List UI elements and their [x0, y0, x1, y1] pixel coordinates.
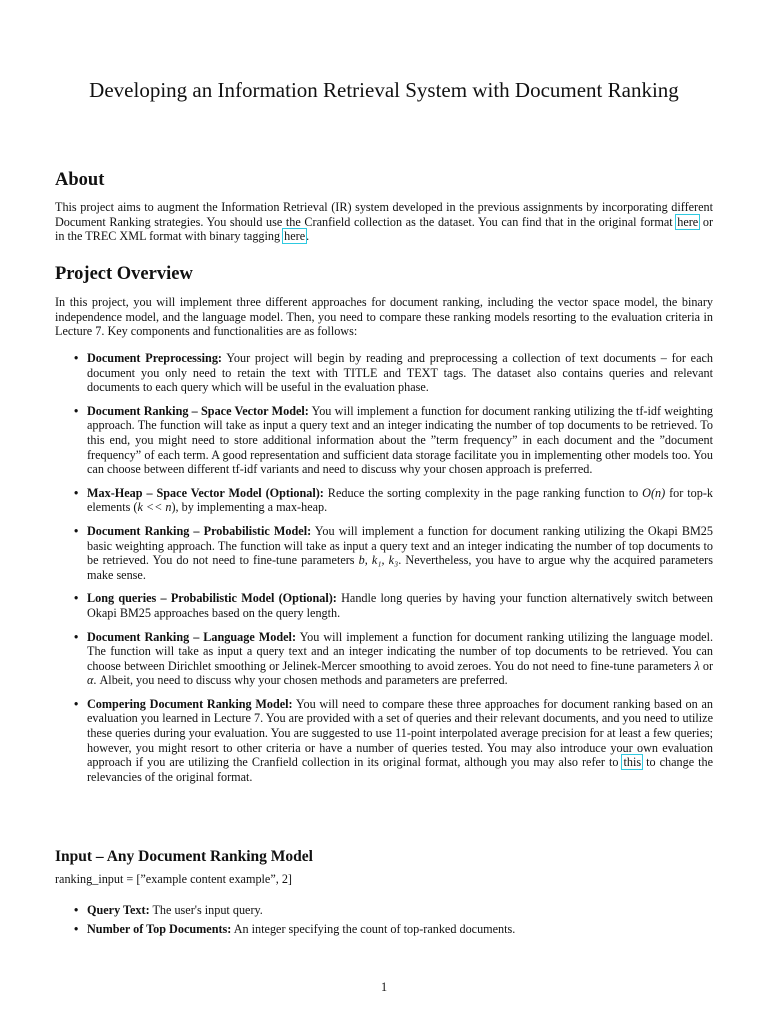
bullet: •: [74, 591, 79, 606]
math-expression: α: [87, 673, 94, 688]
list-item: [55, 922, 713, 937]
list-item: [55, 697, 713, 785]
item-label: Query Text:: [87, 903, 150, 917]
item-label: Compering Document Ranking Model:: [87, 696, 293, 711]
item-text: Reduce the sorting complexity in the page ranking function to: [323, 485, 643, 500]
input-list: [55, 903, 713, 936]
item-label: Document Ranking – Probabilistic Model:: [87, 523, 312, 538]
math-expression: λ: [694, 658, 700, 673]
trec-xml-link[interactable]: here: [284, 229, 306, 244]
list-item: [55, 351, 713, 395]
list-item: [55, 630, 713, 688]
bullet: •: [74, 523, 79, 538]
page-number: 1: [380, 980, 388, 994]
list-item: [55, 903, 713, 918]
item-text: You will implement a function for document ranking utilizing the language model. The function will take as input a query text and an integer indicating the number of top documents to be retrieved. You can choose between Dirichlet smoothing or Jelinek-Mercer smoothing to avoid zeroes. You do not need to fine-tune parameters: [87, 629, 714, 673]
list-item: [55, 404, 713, 477]
about-paragraph: [55, 200, 713, 244]
item-text: You will implement a function for document ranking utilizing the Okapi BM25 basic weighting approach. The function will take as input a query text and an integer indicating the number of top documents to be retrieved. You do not need to fine-tune parameters: [87, 523, 713, 568]
item-text: for top-k elements (: [87, 485, 713, 515]
item-text: to change the relevancies of the original format.: [87, 755, 713, 784]
bullet: •: [74, 351, 79, 365]
item-text: ), by implementing a max-heap.: [171, 500, 328, 515]
item-text: You will need to compare these three approaches for document ranking based on an evaluation you learned in Lecture 7. You are provided with a set of queries and their relevant documents, and you need to utilize these queries during your evaluation. You are suggested to use 11-point interpolated average precision for at least a few queries; however, you might resort to other criteria or have a number of queries tested. You may also introduce your own evaluation approach if you are utilizing the Cranfield collection in its original format, although you may also refer to: [87, 696, 713, 770]
about-heading: About: [55, 170, 105, 190]
original-format-link[interactable]: here: [677, 214, 699, 229]
list-item: [55, 486, 713, 515]
item-label: Max-Heap – Space Vector Model (Optional):: [87, 485, 324, 500]
about-text-2: or in the TREC XML format with binary tagging: [55, 214, 713, 244]
math-expression: b, k₁, k₃: [358, 553, 399, 568]
relevancies-link[interactable]: this: [623, 755, 642, 770]
item-label: Document Preprocessing:: [87, 351, 222, 365]
ranking-input-code: ranking_input = [”example content example”, 2]: [55, 872, 292, 886]
about-text-1: This project aims to augment the Information Retrieval (IR) system developed in the previous assignments by incorporating different Document Ranking strategies. You should use the Cranfield collection as the dataset. You can find that in the original format: [55, 200, 713, 229]
bullet: •: [74, 921, 79, 936]
item-text: . Nevertheless, you have to argue why the acquired parameters make sense.: [87, 553, 713, 582]
item-label: Long queries – Probabilistic Model (Optional):: [87, 591, 337, 606]
item-text: An integer specifying the count of top-ranked documents.: [231, 921, 516, 936]
item-label: Document Ranking – Language Model:: [87, 629, 297, 644]
bullet: •: [74, 485, 79, 500]
item-label: Document Ranking – Space Vector Model:: [87, 403, 309, 418]
overview-intro: In this project, you will implement three different approaches for document ranking, including the vector space model, the binary independence model, and the language model. Then, you need to compare these ranking models resorting to the evaluation criteria in Lecture 7. Key components and functionalities are as follows:: [55, 295, 713, 339]
item-text: Handle long queries by having your function alternatively switch between Okapi BM25 approaches based on the query length.: [87, 591, 713, 620]
overview-list: [55, 351, 713, 784]
item-text: . Albeit, you need to discuss why your chosen methods and parameters are preferred.: [93, 673, 508, 688]
item-text: or: [699, 658, 713, 673]
item-text: The user's input query.: [149, 903, 263, 917]
item-label: Number of Top Documents:: [87, 921, 232, 936]
bullet: •: [74, 696, 79, 711]
bullet: •: [74, 629, 79, 644]
item-text: Your project will begin by reading and preprocessing a collection of text documents – for each document you only need to retain the text with TITLE and TEXT tags. The dataset also contains queries and relevant documents to each query which will be useful in the evaluation phase.: [87, 351, 713, 395]
bullet: •: [74, 903, 79, 917]
about-text-3: .: [306, 229, 310, 244]
list-item: [55, 591, 713, 620]
input-heading: Input – Any Document Ranking Model: [55, 848, 313, 865]
item-text: You will implement a function for document ranking utilizing the tf-idf weighting approach. The function will take as input a query text and an integer indicating the number of top documents to be retrieved. To this end, you might need to store additional information about the ”term frequency” in each document and the ”document frequency” of each term. A good representation and sufficient data storage facilitate you in implementing other models too. You can choose between different tf-idf variants and need to discuss why your chosen approach is preferred.: [87, 403, 714, 477]
document-title: Developing an Information Retrieval System with Document Ranking: [89, 78, 679, 102]
list-item: [55, 524, 713, 582]
bullet: •: [74, 403, 79, 418]
math-expression: O(n): [642, 485, 666, 500]
overview-heading: Project Overview: [55, 264, 193, 284]
math-expression: k << n: [137, 500, 172, 515]
